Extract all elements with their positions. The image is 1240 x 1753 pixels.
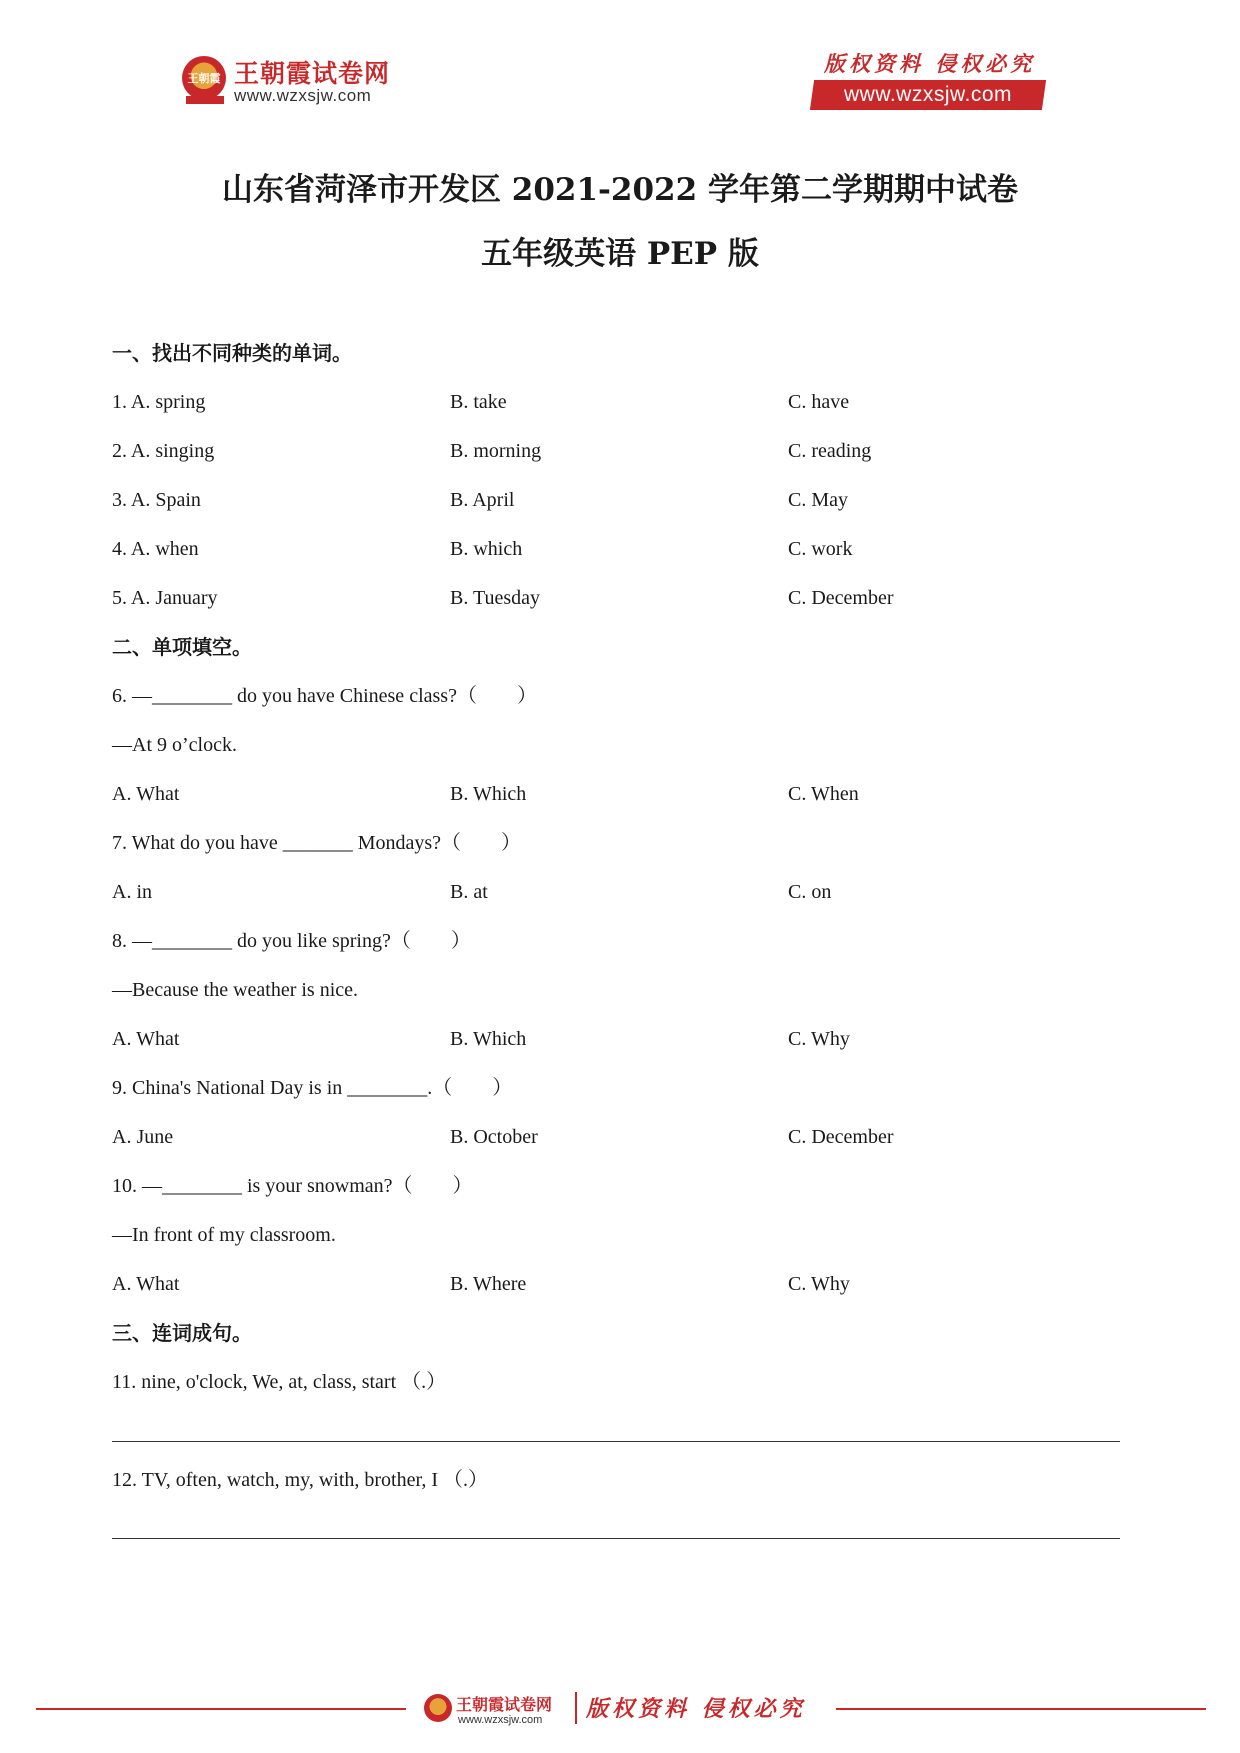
footer-logo[interactable] — [424, 1690, 574, 1730]
option-c: C. December — [788, 587, 894, 609]
footer-separator — [575, 1692, 577, 1724]
option-b: B. Which — [450, 1028, 527, 1050]
option-b: B. at — [450, 881, 488, 903]
question-7-options — [112, 879, 1112, 905]
question-10-options — [112, 1271, 1112, 1297]
page-subtitle: 五年级英语 PEP 版 — [481, 236, 759, 272]
question-6-reply: —At 9 o’clock. — [112, 734, 237, 756]
section-2-heading: 二、单项填空。 — [112, 635, 252, 659]
option-c: C. Why — [788, 1273, 850, 1295]
footer-divider-right — [836, 1708, 1206, 1710]
question-row — [112, 536, 1112, 562]
option-c: C. When — [788, 783, 859, 805]
option-a: 2. A. singing — [112, 440, 215, 462]
option-b: B. morning — [450, 440, 542, 462]
question-6-options — [112, 781, 1112, 807]
option-a: A. in — [112, 881, 152, 903]
option-b: B. Tuesday — [450, 587, 541, 609]
question-8-stem: 8. —________ do you like spring?（ ） — [112, 930, 471, 952]
option-c: C. have — [788, 391, 850, 413]
option-c: C. work — [788, 538, 853, 560]
question-row — [112, 585, 1112, 611]
question-7-stem: 7. What do you have _______ Mondays?（ ） — [112, 832, 522, 854]
footer-divider-left — [36, 1708, 406, 1710]
question-11-stem: 11. nine, o'clock, We, at, class, start （.） — [112, 1371, 447, 1393]
option-a: 1. A. spring — [112, 391, 206, 413]
option-a: A. What — [112, 1028, 180, 1050]
section-3-heading: 三、连词成句。 — [112, 1321, 252, 1345]
option-a: A. What — [112, 783, 180, 805]
logo-url: www.wzxsjw.com — [234, 86, 372, 105]
option-b: B. April — [450, 489, 515, 511]
question-8-options — [112, 1026, 1112, 1052]
question-9-stem: 9. China's National Day is in ________.（ ） — [112, 1077, 513, 1099]
question-row — [112, 389, 1112, 415]
option-a: A. What — [112, 1273, 180, 1295]
copyright-url: www.wzxsjw.com — [843, 83, 1013, 106]
option-b: B. which — [450, 538, 523, 560]
option-b: B. Which — [450, 783, 527, 805]
question-8-reply: —Because the weather is nice. — [112, 979, 359, 1001]
seal-text: 王朝霞 — [187, 72, 221, 85]
question-10-stem: 10. —________ is your snowman?（ ） — [112, 1175, 473, 1197]
page-title: 山东省菏泽市开发区 2021-2022 学年第二学期期中试卷 — [221, 172, 1018, 208]
copyright-url-banner[interactable] — [810, 80, 1046, 110]
copyright-badge — [812, 48, 1050, 110]
footer-logo-url: www.wzxsjw.com — [458, 1714, 543, 1726]
question-row — [112, 487, 1112, 513]
option-b: B. take — [450, 391, 507, 413]
section-1-heading: 一、找出不同种类的单词。 — [112, 341, 352, 365]
question-9-options — [112, 1124, 1112, 1150]
answer-line[interactable] — [112, 1538, 1120, 1539]
copyright-text: 版权资料 侵权必究 — [824, 51, 1036, 76]
footer-copyright: 版权资料 侵权必究 — [586, 1696, 806, 1722]
option-c: C. Why — [788, 1028, 850, 1050]
question-10-reply: —In front of my classroom. — [112, 1224, 336, 1246]
logo-name: 王朝霞试卷网 — [234, 59, 391, 88]
seal-icon — [182, 56, 226, 100]
option-c: C. reading — [788, 440, 872, 462]
answer-line[interactable] — [112, 1441, 1120, 1442]
seal-ribbon — [186, 96, 224, 104]
option-c: C. on — [788, 881, 832, 903]
footer-logo-name: 王朝霞试卷网 — [456, 1695, 553, 1714]
option-a: 3. A. Spain — [112, 489, 201, 511]
question-row — [112, 438, 1112, 464]
site-logo[interactable] — [182, 52, 392, 112]
question-12-stem: 12. TV, often, watch, my, with, brother, I （.） — [112, 1469, 488, 1491]
option-a: 4. A. when — [112, 538, 199, 560]
option-b: B. October — [450, 1126, 538, 1148]
option-c: C. May — [788, 489, 848, 511]
option-c: C. December — [788, 1126, 894, 1148]
option-a: 5. A. January — [112, 587, 218, 609]
option-a: A. June — [112, 1126, 174, 1148]
question-6-stem: 6. —________ do you have Chinese class?（ ） — [112, 685, 537, 707]
option-b: B. Where — [450, 1273, 527, 1295]
seal-icon — [424, 1694, 452, 1722]
